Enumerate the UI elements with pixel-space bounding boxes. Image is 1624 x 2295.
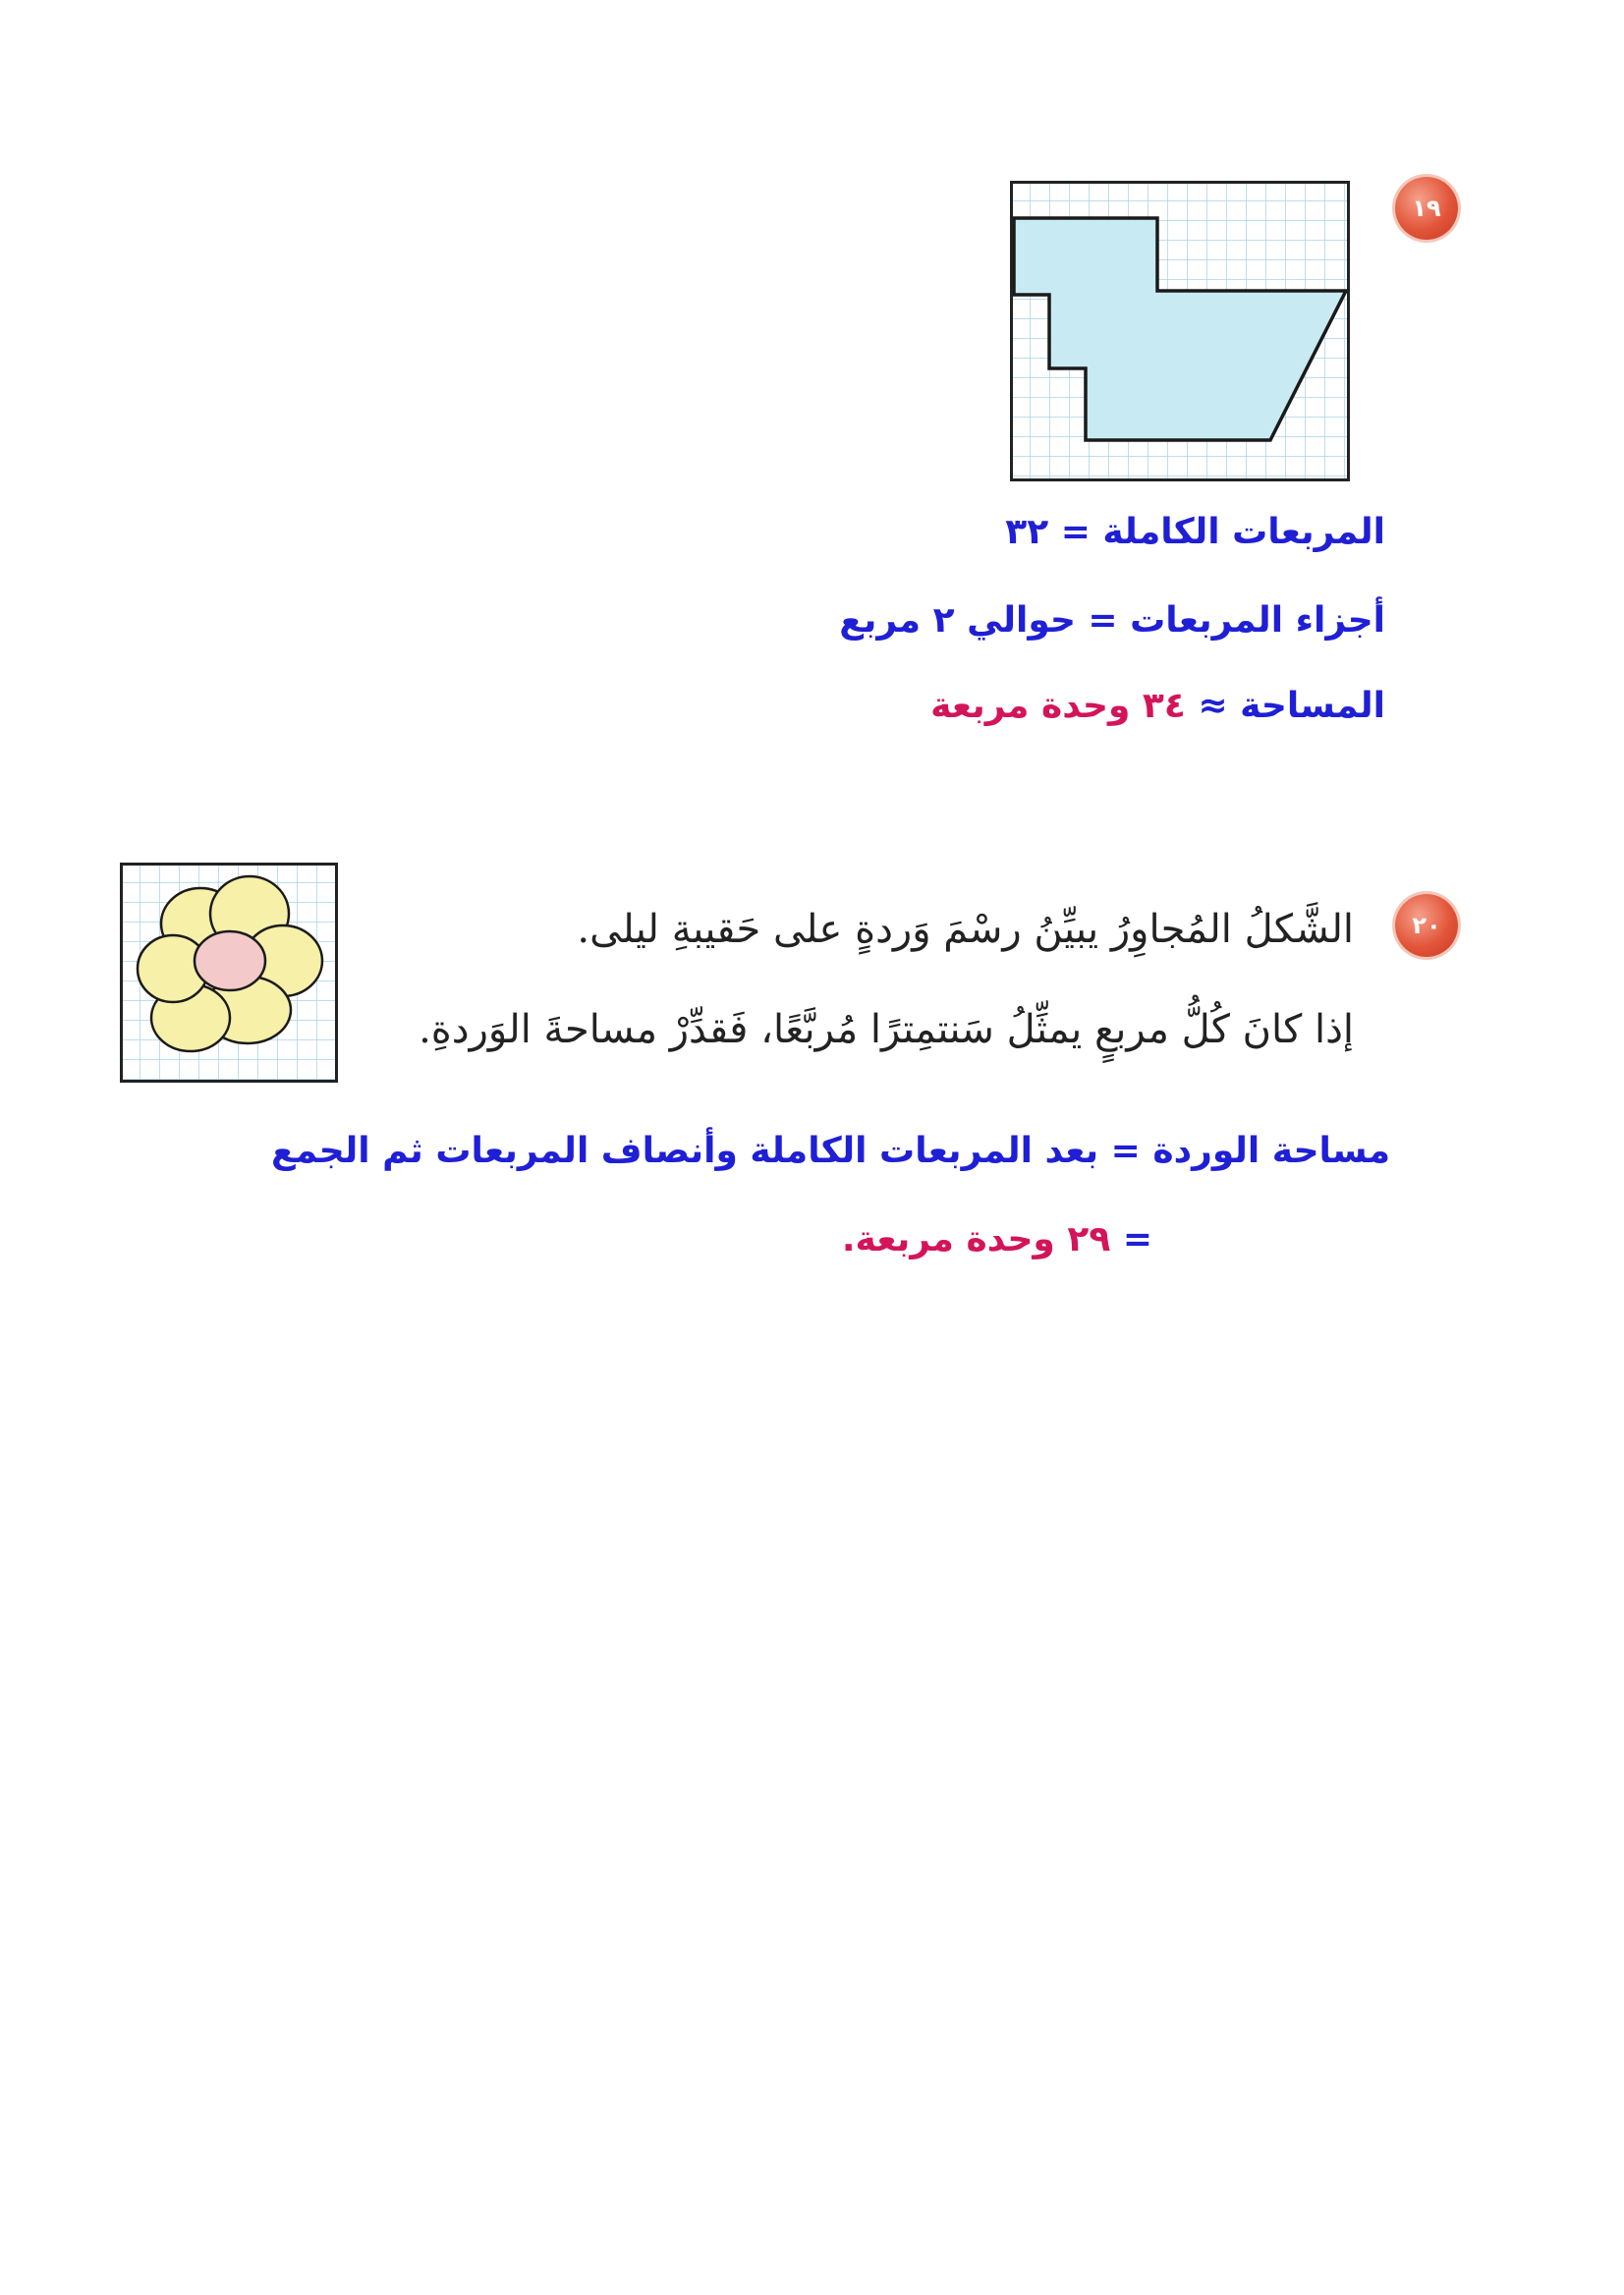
question-20-badge: ٢٠ [1395, 894, 1458, 957]
q19-partial-squares: أجزاء المربعات = حوالي ٢ مربع [839, 600, 1385, 641]
q20-flower-figure [120, 863, 338, 1083]
q20-answer-eq: = [1110, 1219, 1152, 1259]
q19-full-squares-label: المربعات الكاملة = [1048, 512, 1385, 552]
q19-area-label: المساحة ≈ [1185, 686, 1385, 726]
q20-problem-line-1: الشَّكلُ المُجاوِرُ يبيِّنُ رسْمَ وَردةٍ على حَقيبةِ ليلى. [577, 907, 1354, 952]
q19-full-squares-value: ٣٢ [1005, 512, 1049, 552]
q19-grid-shape-figure [1010, 181, 1350, 481]
question-19-badge: ١٩ [1395, 177, 1458, 240]
q19-area-result [930, 685, 1385, 727]
q20-answer-line-2 [842, 1218, 1152, 1260]
q20-answer-line-1: مساحة الوردة = بعد المربعات الكاملة وأنصاف المربعات ثم الجمع [271, 1131, 1390, 1171]
q20-problem-line-2: إذا كانَ كُلُّ مربعٍ يمثِّلُ سَنتمِترًا مُربَّعًا، فَقدِّرْ مساحةَ الوَردةِ. [419, 1007, 1354, 1052]
q19-full-squares [1005, 511, 1385, 553]
q20-answer-value: ٢٩ وحدة مربعة. [841, 1219, 1111, 1259]
q19-area-value: ٣٤ وحدة مربعة [930, 686, 1186, 726]
flower-center [195, 931, 265, 990]
